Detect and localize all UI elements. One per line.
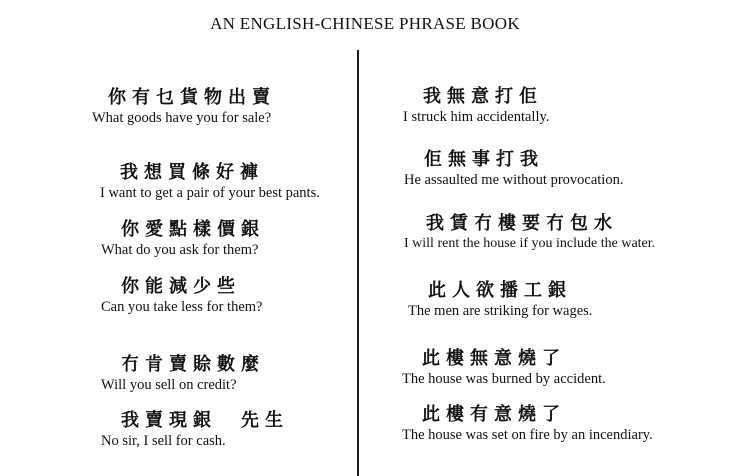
english-translation: I want to get a pair of your best pants. (100, 185, 320, 201)
column-divider (357, 50, 359, 476)
phrase-entry (101, 219, 265, 259)
chinese-phrase: 此樓無意燒了 (422, 348, 566, 369)
english-translation: What goods have you for sale? (92, 110, 272, 126)
english-translation: Can you take less for them? (101, 299, 263, 315)
page-title: AN ENGLISH-CHINESE PHRASE BOOK (210, 14, 520, 33)
chinese-phrase: 冇肯賣賒數麼 (121, 354, 265, 375)
chinese-phrase: 此樓有意燒了 (422, 404, 566, 425)
phrase-entry (100, 162, 320, 202)
phrase-entry (403, 86, 549, 126)
phrase-entry (101, 354, 265, 394)
chinese-phrase: 你愛點樣價銀 (121, 219, 265, 240)
english-translation: The house was burned by accident. (402, 371, 606, 387)
english-translation: What do you ask for them? (101, 242, 259, 258)
phrase-entry (404, 213, 655, 253)
english-translation: The men are striking for wages. (408, 303, 593, 319)
phrase-entry (408, 280, 592, 320)
english-translation: I struck him accidentally. (403, 109, 550, 125)
chinese-phrase: 我賃冇樓要冇包水 (426, 213, 618, 234)
chinese-phrase: 我賣現銀 先生 (121, 410, 289, 431)
phrase-entry (404, 149, 623, 189)
chinese-phrase: 你有乜貨物出賣 (108, 87, 276, 108)
chinese-phrase: 我想買條好褲 (120, 162, 264, 183)
phrase-entry (402, 348, 606, 388)
english-translation: Will you sell on credit? (101, 377, 237, 393)
phrase-entry (92, 87, 276, 127)
phrase-entry (402, 404, 653, 444)
english-translation: No sir, I sell for cash. (101, 433, 226, 449)
phrase-entry (101, 276, 262, 316)
english-translation: He assaulted me without provocation. (404, 172, 624, 188)
chinese-phrase: 佢無事打我 (424, 149, 544, 170)
english-translation: The house was set on fire by an incendiary. (402, 427, 653, 443)
phrase-entry (101, 410, 289, 450)
english-translation: I will rent the house if you include the water. (404, 236, 656, 251)
chinese-phrase: 我無意打佢 (423, 86, 543, 107)
chinese-phrase: 你能減少些 (121, 276, 241, 297)
chinese-phrase: 此人欲播工銀 (428, 280, 572, 301)
